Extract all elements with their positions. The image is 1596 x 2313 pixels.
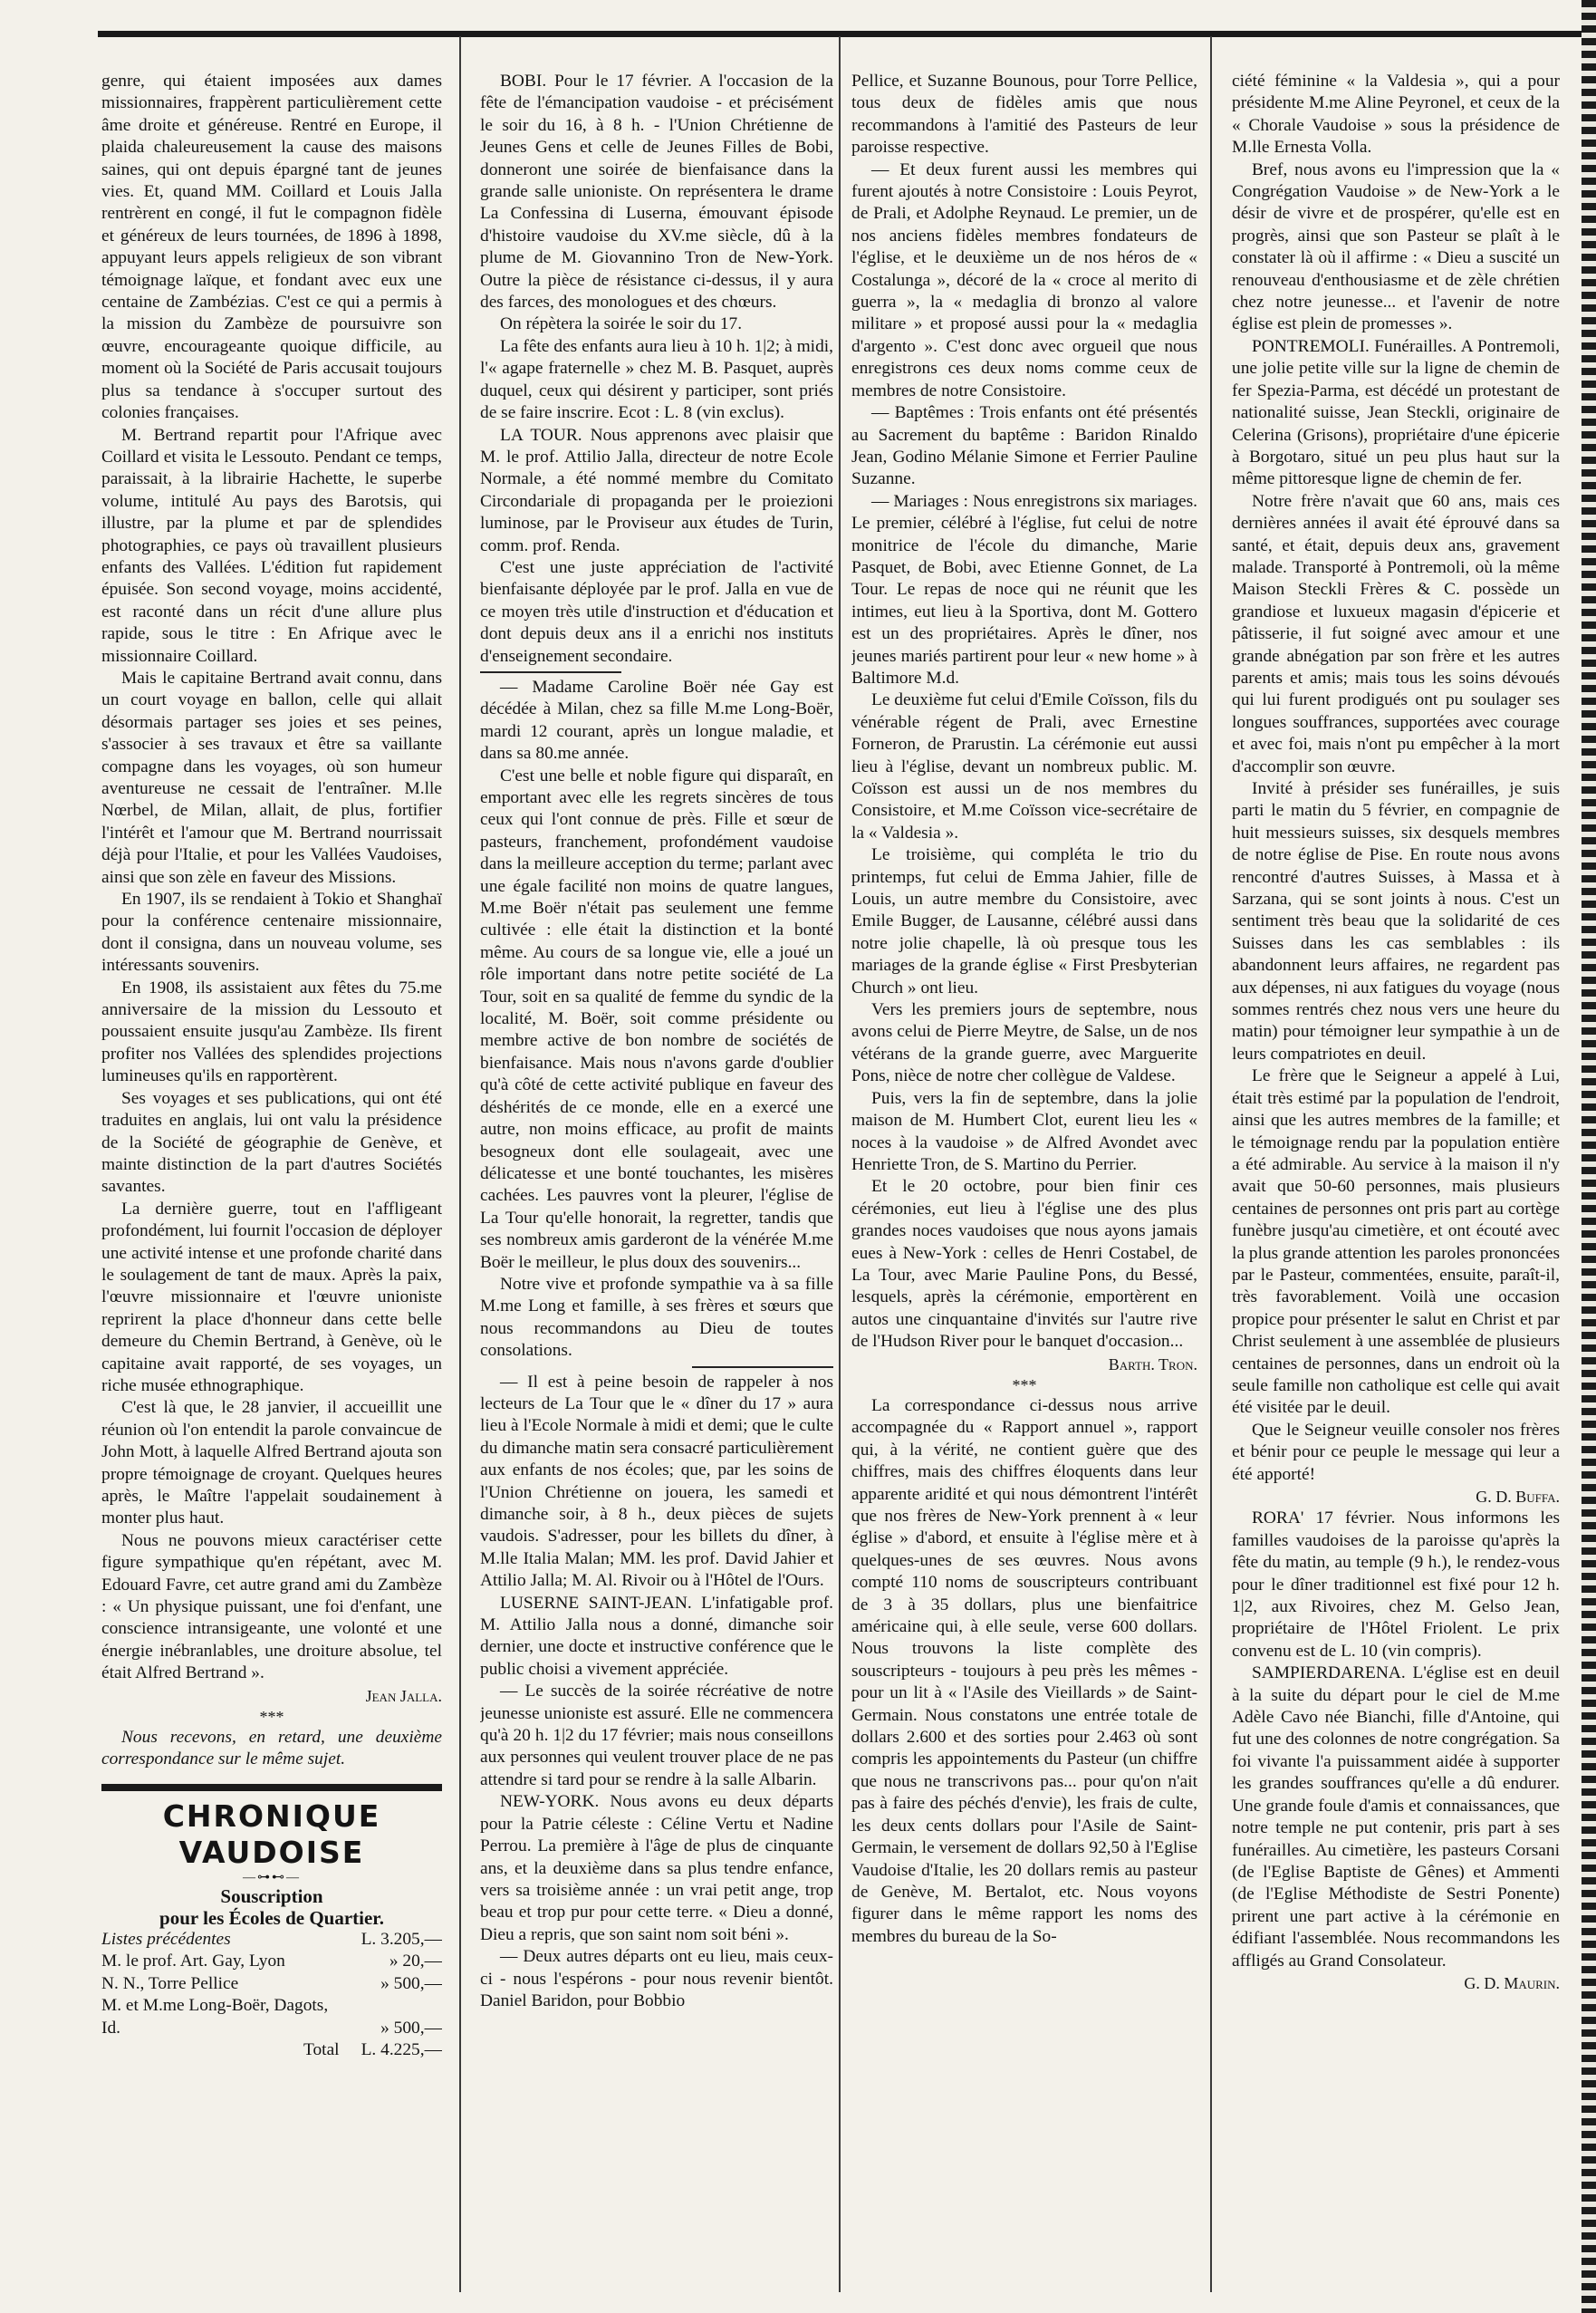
- subscription-list: [101, 1929, 442, 2061]
- subscription-title: Souscription: [220, 1884, 323, 1907]
- paragraph: Puis, vers la fin de septembre, dans la jolie maison de M. Humbert Clot, eurent lieu les « noces à la vaudoise » de Alfred Avondet avec Henriette Tron, de S. Martino du Perrier.: [851, 1088, 1197, 1174]
- paragraph: PONTREMOLI. Funérailles. A Pontremoli, une jolie petite ville sur la ligne de chemin de fer Spezia-Parma, est décédé un protestant de nationalité suisse, Jean Steckli, originaire de Celerina (Grisons), propriétaire d'une épicerie à Borgotaro, situé un peu plus haut sur la même pittoresque ligne de chemin de fer.: [1232, 336, 1560, 489]
- paragraph: Mais le capitaine Bertrand avait connu, dans un court voyage en ballon, celle qui allait désormais partager ses joies et ses peines, s'associer à ses travaux et être sa vaillante compagne dans les voyages, où son humeur aventureuse ne cessait de l'entraîner. M.lle Nœrbel, de Milan, allait, de plus, fortifier l'intérêt et l'amour que M. Bertrand nourrissait déjà pour l'Italie, et pour les Vallées Vaudoises, ainsi que son zèle en faveur des Missions.: [101, 668, 442, 887]
- paragraph: Le troisième, qui compléta le trio du printemps, fut celui de Emma Jahier, fille de Louis, un autre membre du Consistoire, avec Emile Bugger, de Lausanne, célébré aussi dans notre jolie chapelle, là où presque tous les mariages de la grande église « First Presbyterian Church » ont lieu.: [851, 845, 1197, 997]
- paragraph: C'est une juste appréciation de l'activité bienfaisante déployée par le prof. Jalla en vue de ce moyen très utile d'instruction et d'éducation et dont depuis deux ans il a enrichi nos instituts d'enseignement secondaire.: [480, 557, 833, 666]
- column-3: [851, 71, 1197, 2281]
- subscription-row: [101, 1951, 442, 1972]
- paragraph: SAMPIERDARENA. L'église est en deuil à la suite du départ pour le ciel de M.me Adèle Cavo née Bianchi, fille d'Antoine, qui fut une des colonnes de notre congrégation. Sa foi vivante l'a puissamment aidée à supporter les grandes souffrances qu'elle a dû endurer. Une grande foule d'amis et connaissances, que notre temple ne put contenir, pris part à ses funérailles. Au cimetière, les pasteurs Corsani (de l'Eglise Baptiste de Gênes) et Ammenti (de l'Eglise Méthodiste de Sestri Ponente) prirent une part active à la cérémonie en édifiant l'assemblée. Nous recommandons les affligés au Grand Consolateur.: [1232, 1663, 1560, 1971]
- paragraph: — Baptêmes : Trois enfants ont été présentés au Sacrement du baptême : Baridon Rinaldo Jean, Godino Mélanie Simone et Ferrier Pauline Suzanne.: [851, 403, 1197, 489]
- paragraph: La fête des enfants aura lieu à 10 h. 1|2; à midi, l'« agape fraternelle » chez M. B. Pasquet, auprès duquel, ceux qui désirent y participer, sont priés de se faire inscrire. Ecot : L. 8 (vin exclus).: [480, 336, 833, 423]
- subscription-amount: » 20,—: [389, 1952, 442, 1971]
- paragraph: Notre frère n'avait que 60 ans, mais ces dernières années il avait été éprouvé dans sa santé, et était, depuis deux ans, gravement malade. Transporté à Pontremoli, où la même Maison Steckli Frères & C. possède un grandiose et luxueux magasin d'épicerie et pâtisserie, il fut soigné avec amour et une grande abnégation par son frère et les autres parents et amis; mais tous les soins dévoués qui lui furent prodigués ont pu soulager ses longues souffrances, supportées avec courage et avec foi, mais n'ont pu empêcher à la mort d'accomplir son œuvre.: [1232, 491, 1560, 776]
- paragraph: ciété féminine « la Valdesia », qui a pour présidente M.me Aline Peyronel, et ceux de la « Chorale Vaudoise » sous la présidence de M.lle Ernesta Volla.: [1232, 72, 1560, 158]
- subscriber-name: Listes précédentes: [101, 1929, 231, 1949]
- signature: Barth. Tron.: [1108, 1354, 1197, 1373]
- section-rule: [101, 1784, 442, 1791]
- paragraph: Ses voyages et ses publications, qui ont été traduites en anglais, lui ont valu la présidence de la Société de géographie de Genève, et mainte distinction de la part d'autres Sociétés savantes.: [101, 1088, 442, 1197]
- paragraph: Invité à présider ses funérailles, je suis parti le matin du 5 février, en compagnie de huit messieurs suisses, six desquels membres de notre église de Pise. En route nous avons rencontré d'autres Suisses, à Massa et à Sarzana, qui se sont joints à nous. C'est un sentiment très beau que la solidarité de ces Suisses dans les cas semblables : ils abandonnent leurs affaires, ne regardent pas aux dépenses, ni aux fatigues du voyage (nous sommes rentrés chez nous vers une heure du matin) pour témoigner leur sympathie à un de leurs compatriotes en deuil.: [1232, 779, 1560, 1064]
- paragraph: Que le Seigneur veuille consoler nos frères et bénir pour ce peuple le message qui leur a été apporté!: [1232, 1420, 1560, 1484]
- signature: G. D. Buffa.: [1476, 1488, 1560, 1506]
- subscriber-name: M. le prof. Art. Gay, Lyon: [101, 1952, 285, 1971]
- column-separator: [839, 36, 841, 2292]
- paragraph: La dernière guerre, tout en l'affligeant profondément, lui fournit l'occasion de déployer une activité intense et une profonde charité dans le soulagement de tant de maux. Après la paix, l'œuvre missionnaire et l'œuvre unioniste reprirent la place d'honneur dans cette belle demeure du Chemin Bertrand, à Genève, où le capitaine avait rapporté, de ses voyages, un riche musée ethnographique.: [101, 1199, 442, 1395]
- ornament: —⊶⊷—: [243, 1870, 301, 1884]
- item-rule: [480, 671, 621, 673]
- paragraph: M. Bertrand repartit pour l'Afrique avec Coillard et visita le Lessouto. Pendant ce temps, paraissait, à la librairie Hachette, le superbe volume, intitulé Au pays des Barotsis, qui illustre, par la plume et par de splendides photographies, ce pays où travaillent plusieurs enfants des Vallées. L'édition fut rapidement épuisée. Son second voyage, moins accidenté, est raconté dans un récit d'une allure plus rapide, sous le titre : En Afrique avec le missionnaire Coillard.: [101, 425, 442, 666]
- paragraph: RORA' 17 février. Nous informons les familles vaudoises de la paroisse qu'après la fête du matin, au temple (9 h.), le rendez-vous pour le dîner traditionnel est fixé pour 12 h. 1|2, aux Rivoires, chez M. Gelso Jean, propriétaire de l'Hôtel Friolent. Le prix convenu est de L. 10 (vin compris).: [1232, 1508, 1560, 1661]
- paragraph: BOBI. Pour le 17 février. A l'occasion de la fête de l'émancipation vaudoise - et précisément le soir du 16, à 8 h. - l'Union Chrétienne de Jeunes Gens et celle de Jeunes Filles de Bobi, donneront une soirée de bienfaisance dans la grande salle unioniste. On représentera le drame La Confessina di Luserna, émouvant épisode d'histoire vaudoise du XV.me siècle, dû à la plume de M. Giovannino Tron de New-York. Outre la pièce de résistance ci-dessus, il y aura des farces, des monologues et des chœurs.: [480, 72, 833, 313]
- subscription-subtitle: pour les Écoles de Quartier.: [159, 1906, 384, 1929]
- paragraph: Le frère que le Seigneur a appelé à Lui, était très estimé par la population de l'endroit, ainsi que les autres membres de la famille; et le témoignage rendu par la population entière a été admirable. Au service à la maison il n'y avait que 50-60 personnes, mais plusieurs centaines de personnes ont pris part au cortège funèbre jusqu'au cimetière, et ont écouté avec la plus grande attention les paroles prononcées par le Pasteur, commentées, ensuite, paraît-il, très favorablement. Voilà une occasion propice pour présenter le salut en Christ et par Christ seulement à une assemblée de plusieurs centaines de personnes, dans un endroit où la seule famille non catholique est celle qui avait été visitée par le deuil.: [1232, 1066, 1560, 1418]
- total-label: Total: [303, 2039, 340, 2059]
- paragraph: Notre vive et profonde sympathie va à sa fille M.me Long et famille, à ses frères et sœurs que nous recommandons au Dieu de toutes consolations.: [480, 1274, 833, 1361]
- column-2: [480, 71, 833, 2281]
- separator-stars: ***: [259, 1708, 284, 1727]
- signature: G. D. Maurin.: [1464, 1973, 1560, 1992]
- subscription-row: [101, 1973, 442, 1995]
- subscriber-name: M. et M.me Long-Boër, Dagots, Id.: [101, 1996, 329, 2038]
- total-amount: L. 4.225,—: [361, 2039, 442, 2059]
- paragraph: En 1908, ils assistaient aux fêtes du 75.me anniversaire de la mission du Lessouto et poussaient ensuite jusqu'au Zambèze. Ils firent profiter nos Vallées des splendides projections lumineuses qu'ils en rapportèrent.: [101, 978, 442, 1086]
- paragraph: NEW-YORK. Nous avons eu deux départs pour la Patrie céleste : Céline Vertu et Nadine Perrou. La première à l'âge de plus de cinquante ans, et la deuxième dans sa plus tendre enfance, vers sa troisième année : un vrai petit ange, trop beau et trop pur pour cette terre. « Dieu a donné, Dieu a repris, que son saint nom soit béni ».: [480, 1792, 833, 1944]
- column-separator: [1210, 36, 1212, 2292]
- column-4: [1232, 71, 1560, 2281]
- paragraph: Et le 20 octobre, pour bien finir ces cérémonies, eut lieu à l'église une des plus grandes noces vaudoises que nous ayons jamais eues à New-York : celles de Henri Costabel, de La Tour, avec Marie Pauline Pons, du Bessé, lesquels, après la cérémonie, emportèrent en autos une cinquantaine d'invités sur l'autre rive de l'Hudson River pour le banquet d'occasion...: [851, 1177, 1197, 1352]
- subscription-row: [101, 1995, 442, 2039]
- separator-stars: ***: [1012, 1375, 1037, 1394]
- column-1: [101, 71, 442, 2281]
- paragraph: LUSERNE SAINT-JEAN. L'infatigable prof. M. Attilio Jalla nous a donné, dimanche soir dernier, une docte et instructive conférence que le public choisi a vivement appréciée.: [480, 1593, 833, 1679]
- subscription-row: [101, 1929, 442, 1951]
- paragraph: — Madame Caroline Boër née Gay est décédée à Milan, chez sa fille M.me Long-Boër, mardi 12 courant, après un longue maladie, et dans sa 80.me année.: [480, 677, 833, 764]
- subscription-amount: L. 3.205,—: [361, 1929, 442, 1949]
- paragraph: C'est là que, le 28 janvier, il accueillit une réunion où l'on entendit la parole convaincue de John Mott, à laquelle Alfred Bertrand ajouta son propre témoignage de croyant. Quelques heures après, le Maître l'appelait soudainement à monter plus haut.: [101, 1398, 442, 1528]
- section-heading: CHRONIQUE VAUDOISE: [162, 1797, 381, 1870]
- paragraph: C'est une belle et noble figure qui disparaît, en emportant avec elle les regrets sincères de tous ceux qui l'ont connue de près. Fille et sœur de pasteurs, franchement, profondément vaudoise dans la meilleure acception du terme; parlant avec une égale facilité non moins de quatre langues, M.me Boër n'était pas seulement une femme cultivée : elle était la distinction et la bonté même. Au cours de sa longue vie, elle a joué un rôle important dans notre petite société de La Tour, soit en sa qualité de femme du syndic de la localité, M. Boër, soit comme présidente ou membre active de bon nombre de sociétés de bienfaisance. Mais nous n'avons garde d'oublier qu'à côté de cette activité publique en faveur des déshérités de ce monde, elle en a exercé une autre, non moins efficace, au profit de maints besogneux dont elle soulageait, avec une délicatesse et une bonté touchantes, les misères cachées. Les pauvres vont la pleurer, l'église de La Tour qu'elle honorait, la regretter, tandis que ses nombreux amis garderont de la vénérée M.me Boër le meilleur, le plus doux des souvenirs...: [480, 766, 833, 1272]
- paragraph: genre, qui étaient imposées aux dames missionnaires, frappèrent particulièrement cette âme droite et généreuse. Rentré en Europe, il plaida chaleureusement la cause des maisons saines, qui ont depuis épargné tant de jeunes vies. Et, quand MM. Coillard et Louis Jalla rentrèrent en congé, il fut le compagnon fidèle et généreux de leurs tournées, de 1896 à 1898, appuyant leurs appels religieux de son vibrant témoignage laïque, et fondant avec eux une centaine de Zambézias. C'est ce qui a permis à la mission du Zambèze de poursuivre son œuvre, encourageante quoique difficile, au moment où la Société de Paris accusait toujours plus sa tendance à s'occuper surtout des colonies françaises.: [101, 72, 442, 423]
- paragraph: — Il est à peine besoin de rappeler à nos lecteurs de La Tour que le « dîner du 17 » aura lieu à l'Ecole Normale à midi et demi; que le culte du dimanche matin sera consacré particulièrement aux enfants de nos écoles; que, par les soins de l'Union Chrétienne on jouera, les samedi et dimanche soir, à 8 h., deux pièces de sujets vaudois. S'adresser, pour les billets du dîner, à M.lle Italia Malan; MM. les prof. David Jahier et Attilio Jalla; M. Al. Rivoir ou à l'Hôtel de l'Ours.: [480, 1372, 833, 1591]
- subscription-total: [101, 2039, 442, 2061]
- page-edge-perforation: [1582, 0, 1596, 2313]
- item-rule: [692, 1366, 833, 1368]
- paragraph: — Mariages : Nous enregistrons six mariages. Le premier, célébré à l'église, fut celui de notre monitrice de l'école du dimanche, Marie Pasquet, de Bobi, avec Etienne Gonnet, de La Tour. Le repas de noce qui ne réunit que les intimes, eut lieu à la Sportiva, dont M. Gottero est un des propriétaires. Après le dîner, nos jeunes mariés partirent pour leur « new home » à Baltimore M.d.: [851, 491, 1197, 688]
- subscriber-name: N. N., Torre Pellice: [101, 1973, 239, 1993]
- paragraph: — Deux autres départs ont eu lieu, mais ceux-ci - nous l'espérons - pour nous revenir bientôt. Daniel Baridon, pour Bobbio: [480, 1947, 833, 2010]
- paragraph: Vers les premiers jours de septembre, nous avons celui de Pierre Meytre, de Salse, un de nos vétérans de la grande guerre, avec Marguerite Pons, nièce de notre cher collègue de Valdese.: [851, 1000, 1197, 1086]
- subscription-amount: » 500,—: [380, 2018, 442, 2038]
- paragraph: Bref, nous avons eu l'impression que la « Congrégation Vaudoise » de New-York a le désir de vivre et de prospérer, qu'elle est en progrès, ainsi que son Pasteur se plaît à le constater là où il affirme : « Dieu a suscité un renouveau d'enthousiasme et de zèle chrétien chez notre jeunesse... et l'avenir de notre église est plein de promesses ».: [1232, 159, 1560, 334]
- paragraph: — Et deux furent aussi les membres qui furent ajoutés à notre Consistoire : Louis Peyrot, de Prali, et Adolphe Reynaud. Le premier, un de nos anciens fidèles membres fondateurs de l'église, et le deuxième un de nos héros de « Costalunga », décoré de la « croce al merito di guerra », la « medaglia di bronzo al valore militare » et proposé aussi pour la « medaglia d'argento ». C'est donc avec orgueil que nous enregistrons ces deux noms comme ceux de membres de notre Consistoire.: [851, 159, 1197, 400]
- paragraph: Pellice, et Suzanne Bounous, pour Torre Pellice, tous deux de fidèles amis que nous recommandons à l'amitié des Pasteurs de leur paroisse respective.: [851, 72, 1197, 158]
- paragraph: En 1907, ils se rendaient à Tokio et Shanghaï pour la conférence centenaire missionnaire, dont il consigna, dans un nouveau volume, ses intéressants souvenirs.: [101, 890, 442, 976]
- top-rule: [98, 31, 1583, 37]
- paragraph: Le deuxième fut celui d'Emile Coïsson, fils du vénérable régent de Prali, avec Ernestine Forneron, de Prarustin. La cérémonie eut aussi lieu à l'église, devant un nombreux public. M. Coïsson est aussi un de nos membres du Consistoire, et M.me Coïsson vice-secrétaire de la « Valdesia ».: [851, 690, 1197, 843]
- paragraph: On répètera la soirée le soir du 17.: [500, 314, 743, 334]
- paragraph: LA TOUR. Nous apprenons avec plaisir que M. le prof. Attilio Jalla, directeur de notre Ecole Normale, a été nommé membre du Comitato Circondariale di propaganda per le proiezioni luminose, par le Proviseur aux études de Turin, comm. prof. Renda.: [480, 425, 833, 555]
- paragraph: La correspondance ci-dessus nous arrive accompagnée du « Rapport annuel », rapport qui, à la vérité, ne contient guère que des chiffres, mais des chiffres éloquents dans leur apparente aridité et qui nous démontrent l'intérêt que nos frères de New-York prennent à « leur église » d'abord, et ensuite à l'église mère et à quelques-unes de ses œuvres. Nous avons compté 110 noms de souscripteurs contribuant de 3 à 35 dollars, plus une bienfaitrice américaine qui, à elle seule, verse 600 dollars. Nous trouvons la liste complète des souscripteurs - toujours à peu près les mêmes - pour un lit à « l'Asile des Vieillards » de Saint-Germain. Nous constatons une entrée totale de dollars 2.600 et des sorties pour 2.463 où sont compris les appointements du Pasteur (un chiffre que nous ne transcrivons pas... pour qu'on n'ait pas à faire des péchés d'envie), les frais de culte, les deux cents dollars pour l'Asile de Saint-Germain, le versement de dollars 92,50 à l'Eglise Vaudoise d'Italie, les 20 dollars remis au pasteur de Genève, M. Bertalot, etc. Nous voyons figurer dans le même rapport les noms des membres du bureau de la So-: [851, 1395, 1197, 1946]
- column-separator: [459, 36, 461, 2292]
- paragraph: Nous ne pouvons mieux caractériser cette figure sympathique qu'en répétant, avec M. Edouard Favre, cet autre grand ami du Zambèze : « Un physique puissant, une foi d'enfant, une conscience intransigeante, une volonté et une énergie inébranlables, une droiture absolue, tel était Alfred Bertrand ».: [101, 1530, 442, 1683]
- signature: Jean Jalla.: [365, 1686, 442, 1705]
- subscription-amount: » 500,—: [380, 1973, 442, 1993]
- editor-note: Nous recevons, en retard, une deuxième correspondance sur le même sujet.: [101, 1728, 442, 1769]
- paragraph: — Le succès de la soirée récréative de notre jeunesse unioniste est assuré. Elle ne commencera qu'à 20 h. 1|2 du 17 février; mais nous conseillons aux personnes qui veulent trouver place de ne pas attendre si tard pour se rendre à la salle Albarin.: [480, 1682, 833, 1789]
